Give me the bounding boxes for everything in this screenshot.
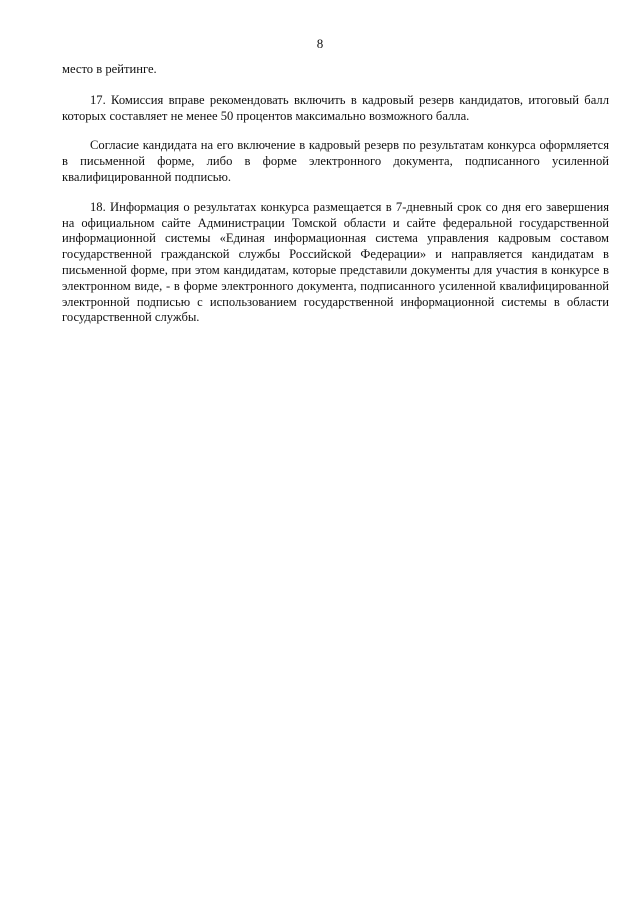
document-body xyxy=(62,62,609,340)
page-number: 8 xyxy=(316,36,324,51)
paragraph-consent: Согласие кандидата на его включение в кадровый резерв по результатам конкурса оформляется в письменной форме, либо в форме электронного документа, подписанного усиленной квалифицированной подписью. xyxy=(62,138,609,184)
paragraph-item-17: 17. Комиссия вправе рекомендовать включить в кадровый резерв кандидатов, итоговый балл которых составляет не менее 50 процентов максимально возможного балла. xyxy=(62,92,609,123)
paragraph-continuation: место в рейтинге. xyxy=(62,62,157,76)
paragraph-item-18: 18. Информация о результатах конкурса размещается в 7-дневный срок со дня его завершения на официальном сайте Администрации Томской области и сайте федеральной государственной информационной системы «Единая информационная система управления кадровым составом государственной гражданской службы Российской Федерации» и направляется кандидатам в письменной форме, при этом кандидатам, которые представили документы для участия в конкурсе в электронном виде, - в форме электронного документа, подписанного усиленной квалифицированной электронной подписью с использованием государственной информационной системы в области государственной службы. xyxy=(62,199,609,325)
